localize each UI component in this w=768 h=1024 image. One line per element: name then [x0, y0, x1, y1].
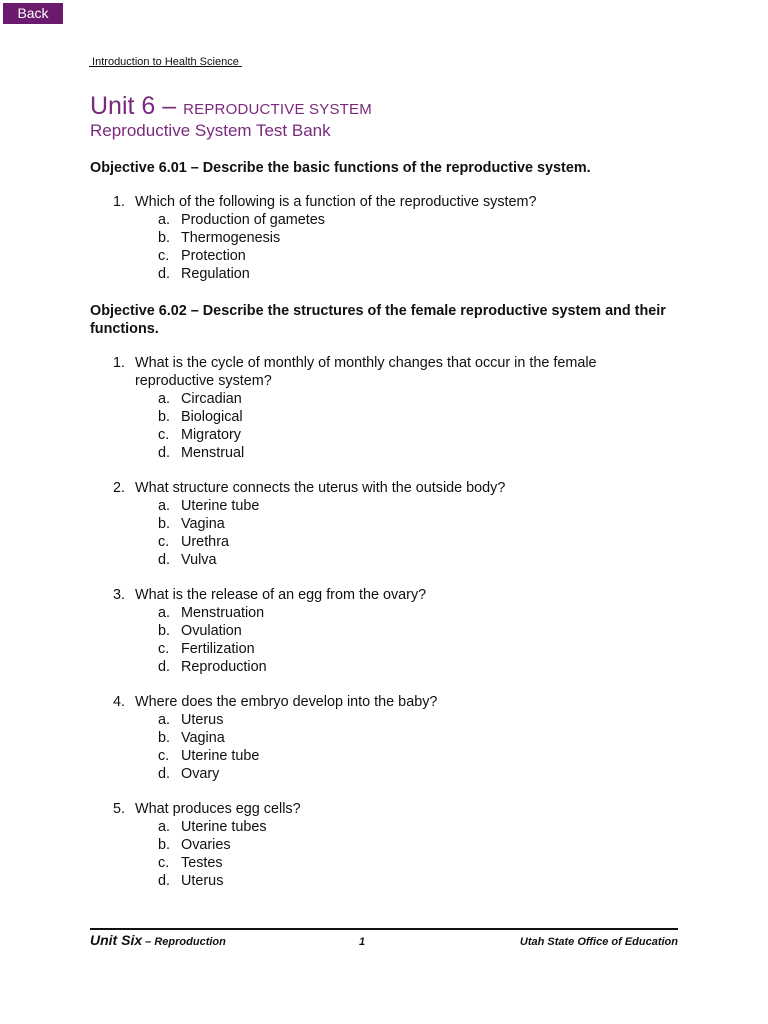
footer-unit [90, 932, 226, 950]
choice-text: Uterine tube [181, 748, 260, 764]
unit-title [90, 92, 372, 121]
choice-letter: d. [158, 266, 171, 282]
answer-choice [0, 516, 768, 534]
choice-letter: c. [158, 534, 170, 550]
answer-choice [0, 552, 768, 570]
answer-choice [0, 427, 768, 445]
answer-choice [0, 766, 768, 784]
choice-text: Uterus [181, 873, 224, 889]
choice-letter: b. [158, 623, 171, 639]
choice-letter: d. [158, 659, 171, 675]
question-text: What structure connects the uterus with the outside body? [135, 480, 506, 496]
choice-letter: d. [158, 873, 171, 889]
choice-letter: b. [158, 516, 171, 532]
choice-letter: c. [158, 427, 170, 443]
choice-letter: a. [158, 712, 171, 728]
footer-unit-label: Unit Six [90, 932, 143, 948]
choice-letter: c. [158, 641, 170, 657]
choice-text: Menstruation [181, 605, 265, 621]
answer-choice [0, 391, 768, 409]
choice-letter: c. [158, 248, 170, 264]
page-number: 1 [359, 936, 366, 948]
choice-letter: c. [158, 748, 170, 764]
course-title: Introduction to Health Science [89, 56, 242, 68]
unit-title-rest: REPRODUCTIVE SYSTEM [183, 101, 372, 118]
choice-text: Circadian [181, 391, 242, 407]
question-text: What is the release of an egg from the ovary? [135, 587, 427, 603]
answer-choice [0, 248, 768, 266]
answer-choice [0, 409, 768, 427]
choice-text: Urethra [181, 534, 229, 550]
choice-text: Production of gametes [181, 212, 325, 228]
choice-text: Uterine tubes [181, 819, 267, 835]
choice-text: Menstrual [181, 445, 245, 461]
question-text: Which of the following is a function of the reproductive system? [135, 194, 537, 210]
question-number: 3. [113, 587, 126, 603]
answer-choice [0, 855, 768, 873]
objective-heading: Objective 6.02 – Describe the structures of the female reproductive system and their functions. [90, 303, 666, 337]
question-number: 1. [113, 194, 126, 210]
choice-letter: d. [158, 766, 171, 782]
question-text: What is the cycle of monthly of monthly changes that occur in the female reproductive system? [135, 355, 597, 389]
answer-choice [0, 445, 768, 463]
choice-letter: a. [158, 212, 171, 228]
question-number: 2. [113, 480, 126, 496]
footer-unit-sub: – Reproduction [142, 936, 226, 948]
answer-choice [0, 623, 768, 641]
choice-text: Biological [181, 409, 243, 425]
choice-text: Regulation [181, 266, 250, 282]
objective-heading: Objective 6.01 – Describe the basic functions of the reproductive system. [90, 160, 591, 176]
answer-choice [0, 730, 768, 748]
choice-text: Reproduction [181, 659, 267, 675]
choice-letter: c. [158, 855, 170, 871]
unit-title-main: Unit 6 – [90, 92, 184, 120]
choice-text: Vulva [181, 552, 217, 568]
choice-letter: a. [158, 605, 171, 621]
answer-choice [0, 659, 768, 677]
choice-letter: a. [158, 498, 171, 514]
answer-choice [0, 712, 768, 730]
choice-text: Ovary [181, 766, 220, 782]
choice-text: Migratory [181, 427, 241, 443]
choice-text: Uterus [181, 712, 224, 728]
choice-text: Vagina [181, 730, 225, 746]
question-text: What produces egg cells? [135, 801, 301, 817]
back-button[interactable]: Back [3, 3, 63, 24]
choice-letter: d. [158, 445, 171, 461]
choice-text: Thermogenesis [181, 230, 281, 246]
choice-text: Uterine tube [181, 498, 260, 514]
answer-choice [0, 534, 768, 552]
footer-divider [90, 928, 678, 930]
unit-subtitle: Reproductive System Test Bank [90, 121, 331, 140]
choice-letter: b. [158, 230, 171, 246]
answer-choice [0, 819, 768, 837]
answer-choice [0, 605, 768, 623]
choice-letter: d. [158, 552, 171, 568]
answer-choice [0, 748, 768, 766]
choice-letter: b. [158, 409, 171, 425]
choice-text: Fertilization [181, 641, 255, 657]
question-text: Where does the embryo develop into the baby? [135, 694, 438, 710]
choice-text: Ovaries [181, 837, 231, 853]
choice-letter: a. [158, 819, 171, 835]
answer-choice [0, 641, 768, 659]
answer-choice [0, 873, 768, 891]
choice-text: Ovulation [181, 623, 242, 639]
choice-text: Testes [181, 855, 223, 871]
choice-text: Vagina [181, 516, 225, 532]
choice-letter: a. [158, 391, 171, 407]
choice-text: Protection [181, 248, 246, 264]
choice-letter: b. [158, 730, 171, 746]
question-number: 1. [113, 355, 126, 371]
answer-choice [0, 266, 768, 284]
answer-choice [0, 230, 768, 248]
footer-organization: Utah State Office of Education [519, 936, 678, 948]
question-number: 5. [113, 801, 126, 817]
choice-letter: b. [158, 837, 171, 853]
question-number: 4. [113, 694, 126, 710]
answer-choice [0, 212, 768, 230]
answer-choice [0, 498, 768, 516]
answer-choice [0, 837, 768, 855]
